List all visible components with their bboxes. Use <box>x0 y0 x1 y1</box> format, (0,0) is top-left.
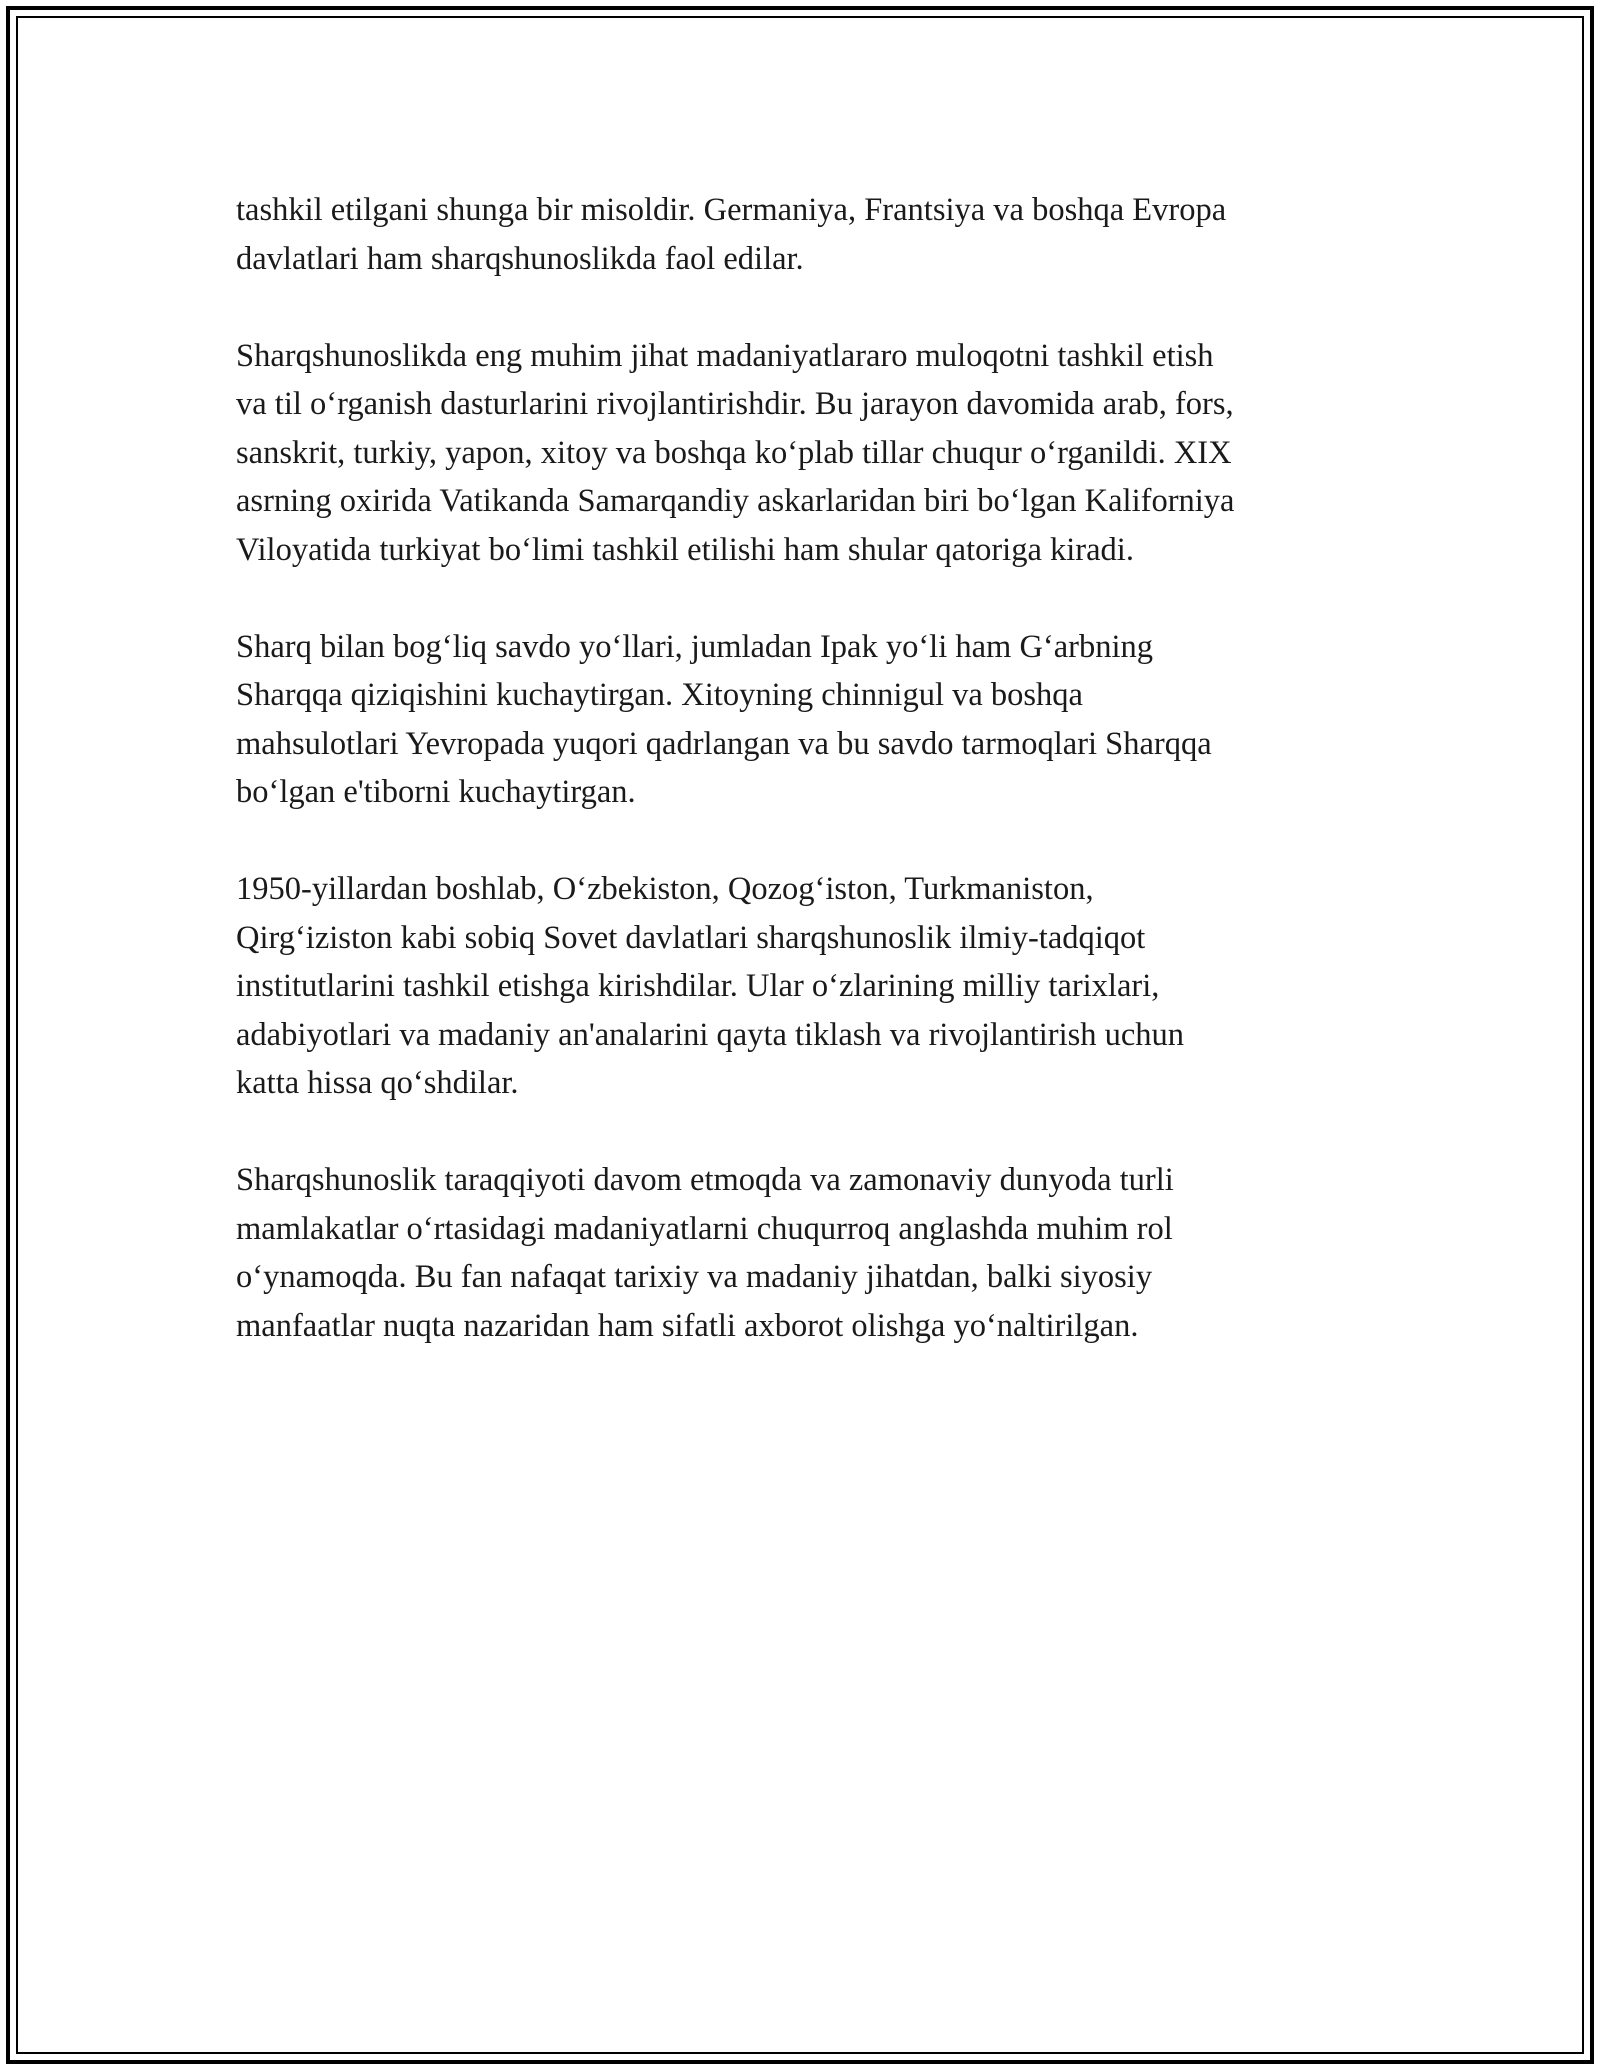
text-line: Sharqqa qiziqishini kuchaytirgan. Xitoyning chinnigul va boshqa <box>236 677 1083 713</box>
text-line: Qirgʻiziston kabi sobiq Sovet davlatlari sharqshunoslik ilmiy-tadqiqot <box>236 919 1146 956</box>
text-line: adabiyotlari va madaniy an'analarini qayta tiklash va rivojlantirish uchun <box>236 1016 1185 1053</box>
text-line: sanskrit, turkiy, yapon, xitoy va boshqa koʻplab tillar chuqur oʻrganildi. XIX <box>236 434 1232 471</box>
text-line: va til oʻrganish dasturlarini rivojlantirishdir. Bu jarayon davomida arab, fors, <box>236 386 1234 422</box>
text-line: Viloyatida turkiyat boʻlimi tashkil etilishi ham shular qatoriga kiradi. <box>236 531 1134 568</box>
text-line: davlatlari ham sharqshunoslikda faol edilar. <box>236 240 804 277</box>
text-line: boʻlgan e'tiborni kuchaytirgan. <box>236 774 636 810</box>
paragraph-4 <box>236 865 1386 1108</box>
text-line: mamlakatlar oʻrtasidagi madaniyatlarni chuqurroq anglashda muhim rol <box>236 1210 1173 1247</box>
text-line: manfaatlar nuqta nazaridan ham sifatli axborot olishga yoʻnaltirilgan. <box>236 1307 1139 1344</box>
text-line: tashkil etilgani shunga bir misoldir. Germaniya, Frantsiya va boshqa Evropa <box>236 192 1227 228</box>
text-line: Sharqshunoslik taraqqiyoti davom etmoqda va zamonaviy dunyoda turli <box>236 1162 1174 1198</box>
text-line: Sharq bilan bogʻliq savdo yoʻllari, jumladan Ipak yoʻli ham Gʻarbning <box>236 628 1154 665</box>
text-line: mahsulotlari Yevropada yuqori qadrlangan va bu savdo tarmoqlari Sharqqa <box>236 725 1212 762</box>
text-line: katta hissa qoʻshdilar. <box>236 1065 519 1101</box>
text-line: institutlarini tashkil etishga kirishdilar. Ular oʻzlarining milliy tarixlari, <box>236 968 1160 1004</box>
paragraph-5 <box>236 1156 1386 1350</box>
text-line: asrning oxirida Vatikanda Samarqandiy askarlaridan biri boʻlgan Kaliforniya <box>236 483 1235 519</box>
text-line: oʻynamoqda. Bu fan nafaqat tarixiy va madaniy jihatdan, balki siyosiy <box>236 1259 1153 1295</box>
paragraph-2 <box>236 332 1386 575</box>
paragraph-3 <box>236 623 1386 817</box>
text-line: Sharqshunoslikda eng muhim jihat madaniyatlararo muloqotni tashkil etish <box>236 337 1214 374</box>
document-body <box>236 186 1386 1350</box>
paragraph-1 <box>236 186 1386 283</box>
text-line: 1950-yillardan boshlab, Oʻzbekiston, Qozogʻiston, Turkmaniston, <box>236 871 1094 907</box>
